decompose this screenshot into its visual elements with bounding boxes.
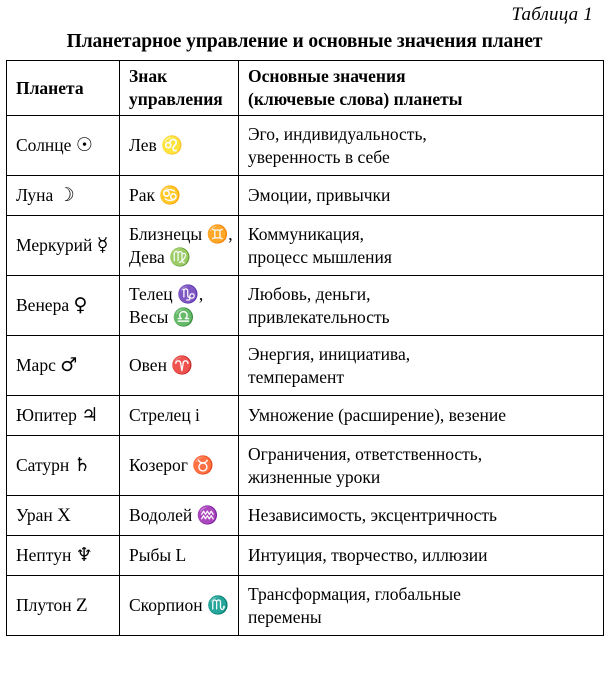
cell-planet: [7, 536, 120, 576]
cell-sign: [120, 116, 239, 176]
planet-symbol-icon: ♄: [73, 454, 91, 477]
cell-meaning: [239, 576, 604, 636]
planet-symbol-icon: ☉: [75, 134, 93, 157]
cell-planet: [7, 396, 120, 436]
planet-name: Сатурн: [16, 455, 70, 476]
planet-symbol-icon: X: [57, 505, 71, 527]
cell-sign: [120, 496, 239, 536]
cell-meaning: [239, 536, 604, 576]
column-header-sign-line1: Знак: [129, 66, 168, 87]
meaning-line-2: уверенность в себе: [248, 146, 390, 167]
sign-line-2: Дева ♍: [129, 246, 191, 267]
planet-symbol-icon: ♀: [73, 294, 88, 317]
sign-line-1: Овен ♈: [129, 355, 194, 376]
planet-symbol-icon: ♃: [81, 404, 99, 427]
column-header-planet: [7, 61, 120, 116]
cell-planet: [7, 176, 120, 216]
meaning-line-1: Коммуникация,: [248, 223, 365, 244]
meaning-line-1: Умножение (расширение), везение: [248, 405, 506, 426]
column-header-planet-label: Планета: [16, 77, 84, 98]
sign-line-1: Козерог ♉: [129, 455, 215, 476]
cell-meaning: [239, 436, 604, 496]
sign-line-1: Телец ♑,: [129, 283, 204, 304]
cell-sign: [120, 396, 239, 436]
cell-sign: [120, 216, 239, 276]
column-header-meaning-line2: (ключевые слова) планеты: [248, 89, 463, 110]
meaning-line-2: перемены: [248, 606, 322, 627]
table-row: [7, 576, 604, 636]
planet-symbol-icon: ☽: [57, 184, 75, 207]
meaning-line-1: Эмоции, привычки: [248, 185, 391, 206]
planet-name: Солнце: [16, 135, 72, 156]
cell-meaning: [239, 276, 604, 336]
cell-planet: [7, 276, 120, 336]
cell-sign: [120, 276, 239, 336]
table-row: [7, 536, 604, 576]
table-caption: Таблица 1: [511, 4, 593, 25]
planet-name: Нептун: [16, 545, 72, 566]
planet-symbol-icon: ☿: [96, 234, 109, 257]
table-row: [7, 396, 604, 436]
sign-line-2: Весы ♎: [129, 306, 195, 327]
planet-name: Уран: [16, 505, 53, 526]
cell-meaning: [239, 116, 604, 176]
sign-line-1: Рыбы L: [129, 545, 187, 566]
planet-name: Плутон: [16, 595, 72, 616]
cell-sign: [120, 176, 239, 216]
column-header-meaning: [239, 61, 604, 116]
planets-table: [6, 60, 604, 636]
table-row: [7, 496, 604, 536]
planet-name: Венера: [16, 295, 70, 316]
meaning-line-2: процесс мышления: [248, 246, 392, 267]
cell-planet: [7, 496, 120, 536]
cell-meaning: [239, 496, 604, 536]
cell-sign: [120, 436, 239, 496]
meaning-line-2: привлекательность: [248, 306, 390, 327]
table-row: [7, 276, 604, 336]
meaning-line-1: Интуиция, творчество, иллюзии: [248, 545, 488, 566]
planet-name: Марс: [16, 355, 56, 376]
planet-name: Луна: [16, 185, 54, 206]
planet-symbol-icon: ♆: [75, 544, 93, 567]
cell-meaning: [239, 176, 604, 216]
cell-sign: [120, 576, 239, 636]
table-title: Планетарное управление и основные значения планет: [66, 31, 543, 52]
table-body: [7, 116, 604, 636]
meaning-line-1: Независимость, эксцентричность: [248, 505, 498, 526]
cell-meaning: [239, 336, 604, 396]
cell-planet: [7, 576, 120, 636]
cell-meaning: [239, 396, 604, 436]
sign-line-1: Стрелец i: [129, 405, 200, 426]
planet-symbol-icon: Z: [76, 595, 88, 617]
meaning-line-1: Любовь, деньги,: [248, 283, 371, 304]
planet-name: Меркурий: [16, 235, 93, 256]
sign-line-1: Скорпион ♏: [129, 595, 229, 616]
meaning-line-1: Эго, индивидуальность,: [248, 123, 427, 144]
table-row: [7, 436, 604, 496]
cell-planet: [7, 436, 120, 496]
column-header-meaning-line1: Основные значения: [248, 66, 406, 87]
table-row: [7, 336, 604, 396]
meaning-line-2: жизненные уроки: [248, 466, 381, 487]
column-header-sign: [120, 61, 239, 116]
meaning-line-2: темперамент: [248, 366, 344, 387]
cell-sign: [120, 336, 239, 396]
sign-line-1: Близнецы ♊,: [129, 223, 233, 244]
column-header-sign-line2: управления: [129, 89, 223, 110]
planet-name: Юпитер: [16, 405, 77, 426]
meaning-line-1: Трансформация, глобальные: [248, 583, 461, 604]
cell-planet: [7, 116, 120, 176]
table-row: [7, 116, 604, 176]
planet-symbol-icon: ♂: [60, 354, 78, 377]
meaning-line-1: Ограничения, ответственность,: [248, 443, 483, 464]
sign-line-1: Лев ♌: [129, 135, 183, 156]
table-header: [7, 61, 604, 116]
cell-planet: [7, 336, 120, 396]
cell-sign: [120, 536, 239, 576]
cell-meaning: [239, 216, 604, 276]
cell-planet: [7, 216, 120, 276]
header-row: [7, 61, 604, 116]
sign-line-1: Рак ♋: [129, 185, 182, 206]
table-row: [7, 216, 604, 276]
meaning-line-1: Энергия, инициатива,: [248, 343, 411, 364]
table-row: [7, 176, 604, 216]
sign-line-1: Водолей ♒: [129, 505, 219, 526]
